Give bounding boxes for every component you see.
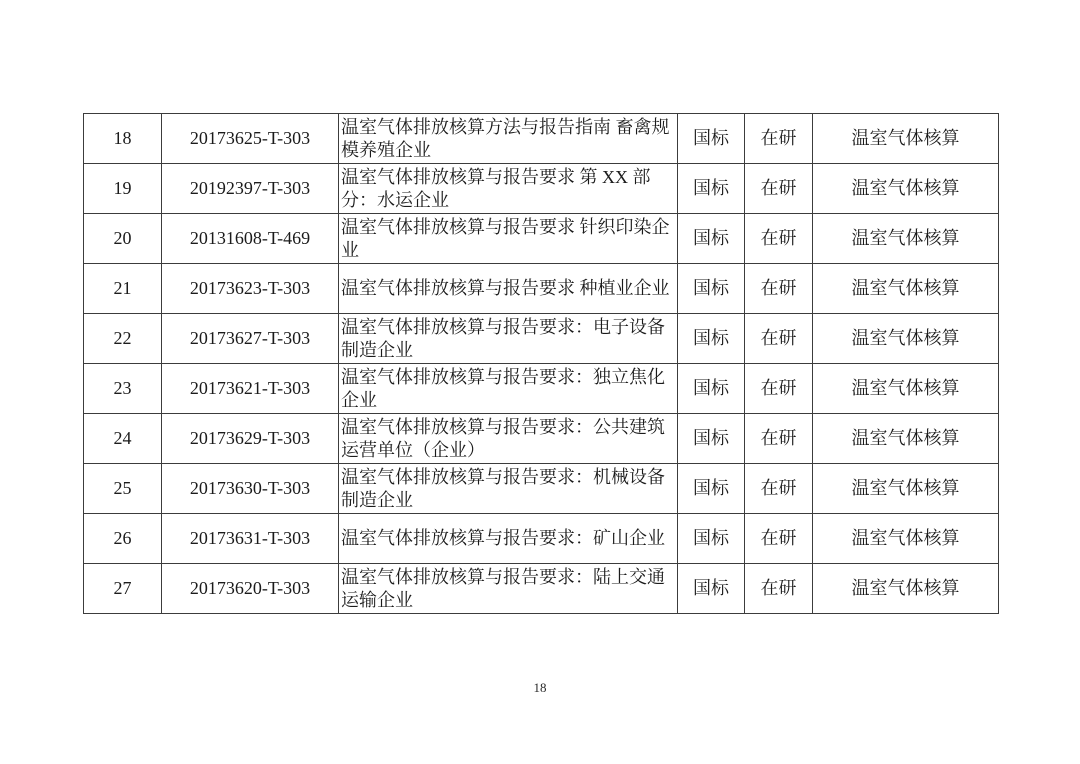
category-cell: 温室气体核算	[813, 414, 999, 464]
status-cell: 在研	[745, 264, 813, 314]
table-row	[84, 164, 999, 214]
table-row	[84, 214, 999, 264]
row-number-cell: 26	[84, 514, 162, 564]
plan-code-cell: 20173627-T-303	[162, 314, 339, 364]
category-cell: 温室气体核算	[813, 114, 999, 164]
status-cell: 在研	[745, 314, 813, 364]
standard-type-cell: 国标	[678, 564, 745, 614]
standard-type-cell: 国标	[678, 264, 745, 314]
standard-name-cell: 温室气体排放核算方法与报告指南 畜禽规模养殖企业	[339, 114, 678, 164]
standard-name-cell: 温室气体排放核算与报告要求 第 XX 部分：水运企业	[339, 164, 678, 214]
row-number-cell: 18	[84, 114, 162, 164]
row-number-cell: 27	[84, 564, 162, 614]
row-number-cell: 24	[84, 414, 162, 464]
standard-name-cell: 温室气体排放核算与报告要求：陆上交通运输企业	[339, 564, 678, 614]
standard-type-cell: 国标	[678, 114, 745, 164]
table-row	[84, 564, 999, 614]
plan-code-cell: 20173630-T-303	[162, 464, 339, 514]
category-cell: 温室气体核算	[813, 464, 999, 514]
standard-name-cell: 温室气体排放核算与报告要求：公共建筑运营单位（企业）	[339, 414, 678, 464]
row-number-cell: 25	[84, 464, 162, 514]
standard-name-cell: 温室气体排放核算与报告要求：独立焦化企业	[339, 364, 678, 414]
standard-type-cell: 国标	[678, 364, 745, 414]
plan-code-cell: 20173620-T-303	[162, 564, 339, 614]
plan-code-cell: 20173621-T-303	[162, 364, 339, 414]
plan-code-cell: 20173623-T-303	[162, 264, 339, 314]
standard-name-cell: 温室气体排放核算与报告要求 针织印染企业	[339, 214, 678, 264]
table-row	[84, 314, 999, 364]
category-cell: 温室气体核算	[813, 564, 999, 614]
category-cell: 温室气体核算	[813, 264, 999, 314]
status-cell: 在研	[745, 164, 813, 214]
standard-type-cell: 国标	[678, 214, 745, 264]
category-cell: 温室气体核算	[813, 214, 999, 264]
plan-code-cell: 20173629-T-303	[162, 414, 339, 464]
status-cell: 在研	[745, 414, 813, 464]
status-cell: 在研	[745, 364, 813, 414]
status-cell: 在研	[745, 464, 813, 514]
page-number: 18	[533, 680, 547, 695]
standard-type-cell: 国标	[678, 464, 745, 514]
row-number-cell: 20	[84, 214, 162, 264]
standard-type-cell: 国标	[678, 514, 745, 564]
category-cell: 温室气体核算	[813, 514, 999, 564]
status-cell: 在研	[745, 564, 813, 614]
standard-name-cell: 温室气体排放核算与报告要求：电子设备制造企业	[339, 314, 678, 364]
category-cell: 温室气体核算	[813, 364, 999, 414]
category-cell: 温室气体核算	[813, 314, 999, 364]
table-row	[84, 114, 999, 164]
status-cell: 在研	[745, 514, 813, 564]
plan-code-cell: 20173631-T-303	[162, 514, 339, 564]
status-cell: 在研	[745, 214, 813, 264]
standards-table	[83, 113, 999, 614]
row-number-cell: 19	[84, 164, 162, 214]
standard-type-cell: 国标	[678, 164, 745, 214]
row-number-cell: 21	[84, 264, 162, 314]
standard-type-cell: 国标	[678, 414, 745, 464]
standards-table-body	[84, 114, 999, 614]
table-row	[84, 414, 999, 464]
plan-code-cell: 20192397-T-303	[162, 164, 339, 214]
standard-name-cell: 温室气体排放核算与报告要求 种植业企业	[339, 264, 678, 314]
table-row	[84, 514, 999, 564]
row-number-cell: 22	[84, 314, 162, 364]
table-row	[84, 264, 999, 314]
category-cell: 温室气体核算	[813, 164, 999, 214]
standard-type-cell: 国标	[678, 314, 745, 364]
standard-name-cell: 温室气体排放核算与报告要求：矿山企业	[339, 514, 678, 564]
table-row	[84, 364, 999, 414]
table-row	[84, 464, 999, 514]
standard-name-cell: 温室气体排放核算与报告要求：机械设备制造企业	[339, 464, 678, 514]
plan-code-cell: 20173625-T-303	[162, 114, 339, 164]
status-cell: 在研	[745, 114, 813, 164]
plan-code-cell: 20131608-T-469	[162, 214, 339, 264]
row-number-cell: 23	[84, 364, 162, 414]
